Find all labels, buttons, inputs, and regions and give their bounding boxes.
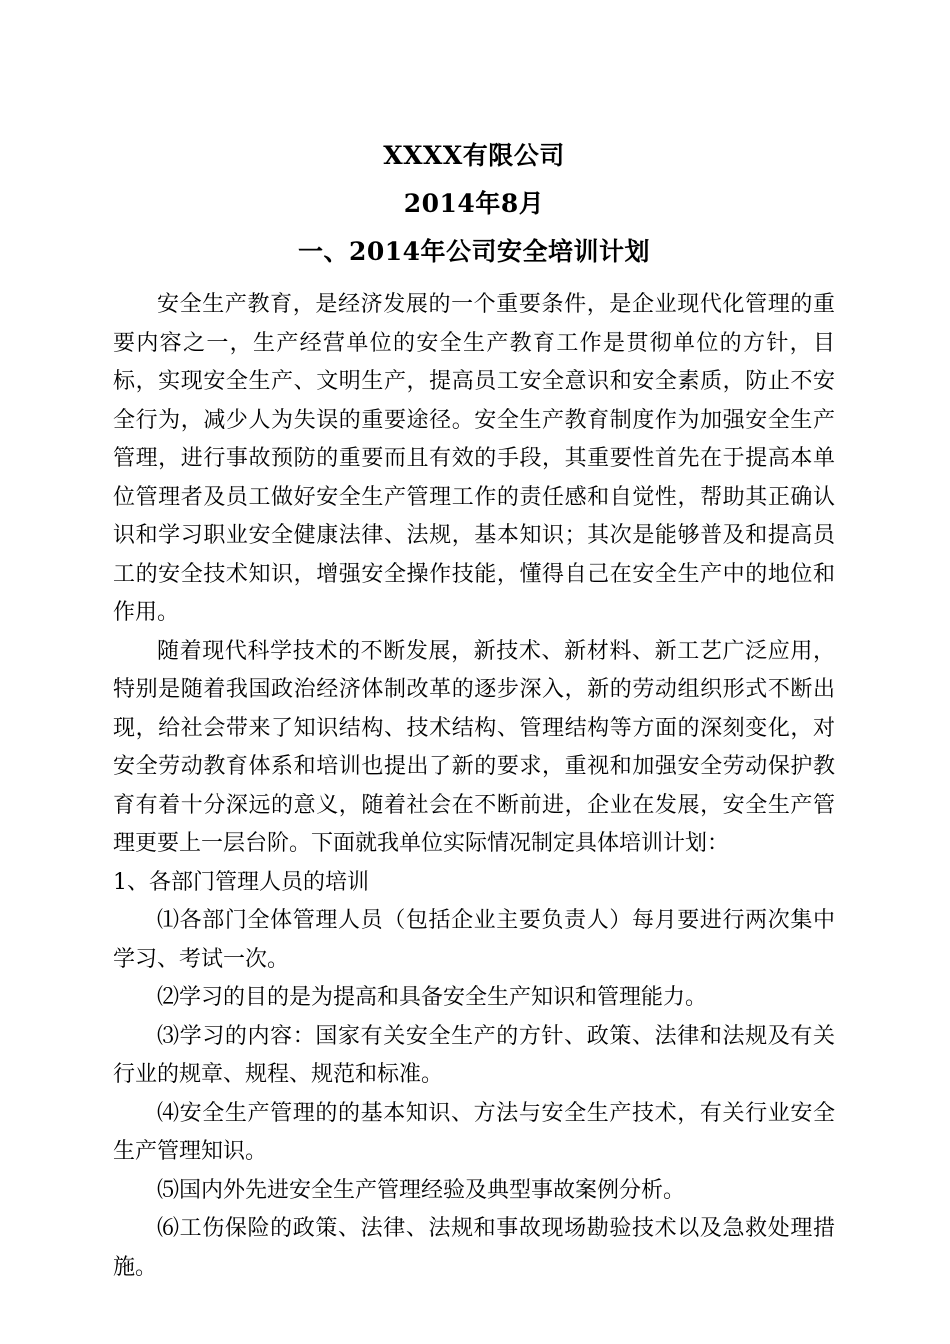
- date-title: 2014年8月: [403, 189, 545, 218]
- company-title: XXXX有限公司: [383, 141, 565, 170]
- list-item: ⑶学习的内容：国家有关安全生产的方针、政策、法律和法规及有关行业的规章、规程、规范和标准。: [113, 1023, 835, 1087]
- list-item: ⑷安全生产管理的的基本知识、方法与安全生产技术，有关行业安全生产管理知识。: [113, 1100, 835, 1164]
- section-title: 一、2014年公司安全培训计划: [297, 237, 651, 266]
- subheading: 1、各部门管理人员的培训: [113, 869, 369, 895]
- body-paragraph-1: 安全生产教育，是经济发展的一个重要条件，是企业现代化管理的重要内容之一，生产经营单位的安全生产教育工作是贯彻单位的方针，目标，实现安全生产、文明生产，提高员工安全意识和安全素质，防止不安全行为，减少人为失误的重要途径。安全生产教育制度作为加强安全生产管理，进行事故预防的重要而且有效的手段，其重要性首先在于提高本单位管理者及员工做好安全生产管理工作的责任感和自觉性，帮助其正确认识和学习职业安全健康法律、法规，基本知识；其次是能够普及和提高员工的安全技术知识，增强安全操作技能，懂得自己在安全生产中的地位和作用。: [113, 292, 835, 625]
- body-paragraph-2: 随着现代科学技术的不断发展，新技术、新材料、新工艺广泛应用，特别是随着我国政治经济体制改革的逐步深入，新的劳动组织形式不断出现，给社会带来了知识结构、技术结构、管理结构等方面的深刻变化，对安全劳动教育体系和培训也提出了新的要求，重视和加强安全劳动保护教育有着十分深远的意义，随着社会在不断前进，企业在发展，安全生产管理更要上一层台阶。下面就我单位实际情况制定具体培训计划：: [113, 638, 835, 856]
- list-item: ⑴各部门全体管理人员（包括企业主要负责人）每月要进行两次集中学习、考试一次。: [113, 908, 835, 972]
- list-item: ⑹工伤保险的政策、法律、法规和事故现场勘验技术以及急救处理措施。: [113, 1216, 835, 1280]
- document-page: [113, 132, 835, 1287]
- list-item: ⑸国内外先进安全生产管理经验及典型事故案例分析。: [157, 1177, 686, 1203]
- list-item: ⑵学习的目的是为提高和具备安全生产知识和管理能力。: [157, 985, 708, 1010]
